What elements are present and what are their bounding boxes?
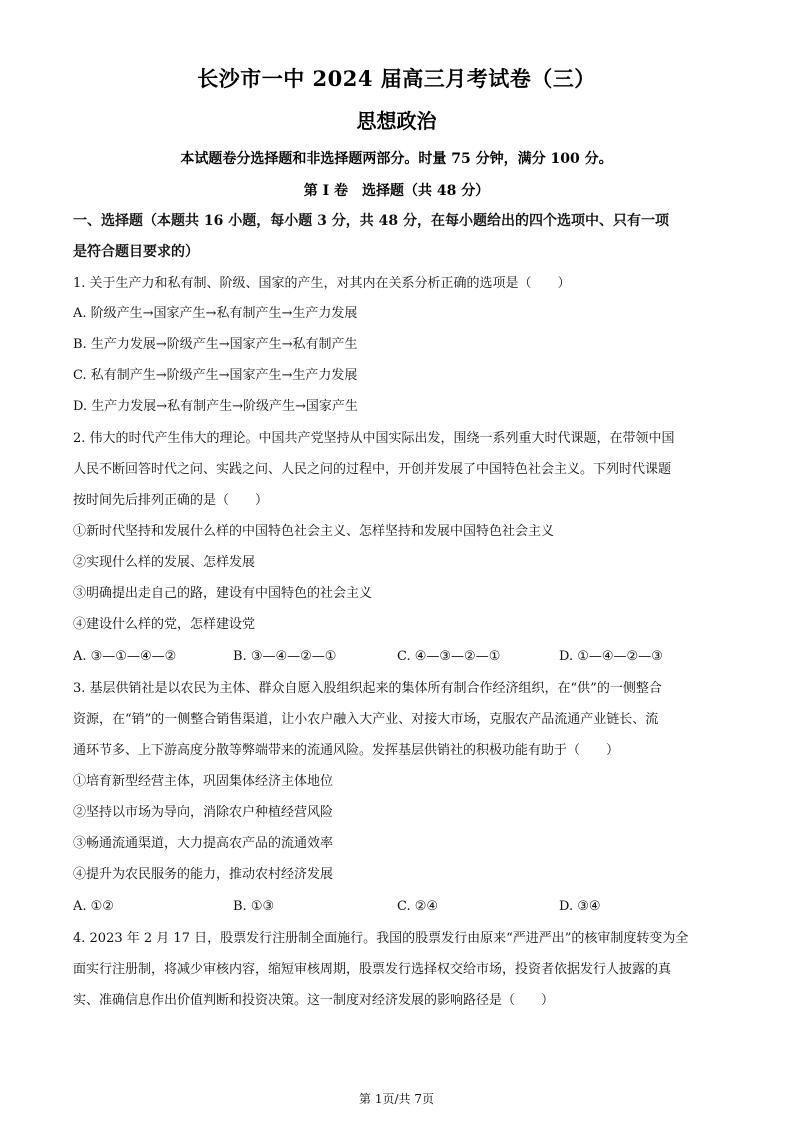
- q1-option-a: A. 阶级产生→国家产生→私有制产生→生产力发展: [73, 306, 358, 321]
- part-heading: 第 I 卷 选择题（共 48 分）: [303, 183, 490, 199]
- q3-statement-1: ①培育新型经营主体，巩固集体经济主体地位: [73, 774, 334, 789]
- section-heading-line-1: 一、选择题（本题共 16 小题，每小题 3 分，共 48 分，在每小题给出的四个选项中、只有一项: [73, 213, 669, 229]
- q2-option-a: A. ③—①—④—②: [73, 649, 177, 664]
- q3-statement-3: ③畅通流通渠道，大力提高农产品的流通效率: [73, 836, 334, 851]
- page-number: 第 1页/共 7页: [359, 1092, 434, 1106]
- q4-stem-line-1: 4. 2023 年 2 月 17 日，股票发行注册制全面施行。我国的股票发行由原来“严进严出”的核审制度转变为全: [73, 931, 689, 946]
- q3-option-c: C. ②④: [397, 899, 439, 914]
- q1-stem: 1. 关于生产力和私有制、阶级、国家的产生，对其内在关系分析正确的选项是（ ）: [73, 276, 571, 291]
- q1-option-d: D. 生产力发展→私有制产生→阶级产生→国家产生: [73, 399, 358, 414]
- q2-stem-line-3: 按时间先后排列正确的是（ ）: [73, 493, 269, 508]
- q3-stem-line-1: 3. 基层供销社是以农民为主体、群众自愿入股组织起来的集体所有制合作经济组织，在“供”的一侧整合: [73, 681, 662, 696]
- q2-statement-3: ③明确提出走自己的路，建设有中国特色的社会主义: [73, 586, 373, 601]
- exam-instructions: 本试题卷分选择题和非选择题两部分。时量 75 分钟，满分 100 分。: [180, 151, 613, 167]
- q3-stem-line-3: 通环节多、上下游高度分散等弊端带来的流通风险。发挥基层供销社的积极功能有助于（ ）: [73, 743, 620, 758]
- q3-option-a: A. ①②: [73, 899, 114, 914]
- q2-statement-2: ②实现什么样的发展、怎样发展: [73, 555, 256, 570]
- q4-stem-line-2: 面实行注册制，将减少审核内容，缩短审核周期，股票发行选择权交给市场，投资者依据发行人披露的真: [73, 962, 672, 977]
- q2-stem-line-1: 2. 伟大的时代产生伟大的理论。中国共产党坚持从中国实际出发，围绕一系列重大时代课题，在带领中国: [73, 431, 675, 446]
- q2-option-d: D. ①—④—②—③: [559, 649, 663, 664]
- q3-stem-line-2: 资源，在“销”的一侧整合销售渠道，让小农户融入大产业、对接大市场，克服农产品流通产业链长、流: [73, 712, 659, 727]
- q2-statement-4: ④建设什么样的党，怎样建设党: [73, 617, 256, 632]
- subject-title: 思想政治: [356, 109, 437, 133]
- q1-option-b: B. 生产力发展→阶级产生→国家产生→私有制产生: [73, 337, 358, 352]
- q4-stem-line-3: 实、准确信息作出价值判断和投资决策。这一制度对经济发展的影响路径是（ ）: [73, 993, 555, 1008]
- q3-option-b: B. ①③: [233, 899, 275, 914]
- q3-statement-4: ④提升为农民服务的能力，推动农村经济发展: [73, 867, 334, 882]
- q2-option-b: B. ③—④—②—①: [233, 649, 337, 664]
- q1-option-c: C. 私有制产生→阶级产生→国家产生→生产力发展: [73, 368, 358, 383]
- q2-option-c: C. ④—③—②—①: [397, 649, 501, 664]
- section-heading-line-2: 是符合题目要求的）: [73, 244, 199, 260]
- q2-statement-1: ①新时代坚持和发展什么样的中国特色社会主义、怎样坚持和发展中国特色社会主义: [73, 524, 555, 539]
- q2-stem-line-2: 人民不断回答时代之问、实践之问、人民之问的过程中，开创并发展了中国特色社会主义。下列时代课题: [73, 462, 672, 477]
- q3-statement-2: ②坚持以市场为导向，消除农户种植经营风险: [73, 805, 334, 820]
- q3-option-d: D. ③④: [559, 899, 601, 914]
- exam-title: 长沙市一中 2024 届高三月考试卷（三）: [197, 66, 596, 91]
